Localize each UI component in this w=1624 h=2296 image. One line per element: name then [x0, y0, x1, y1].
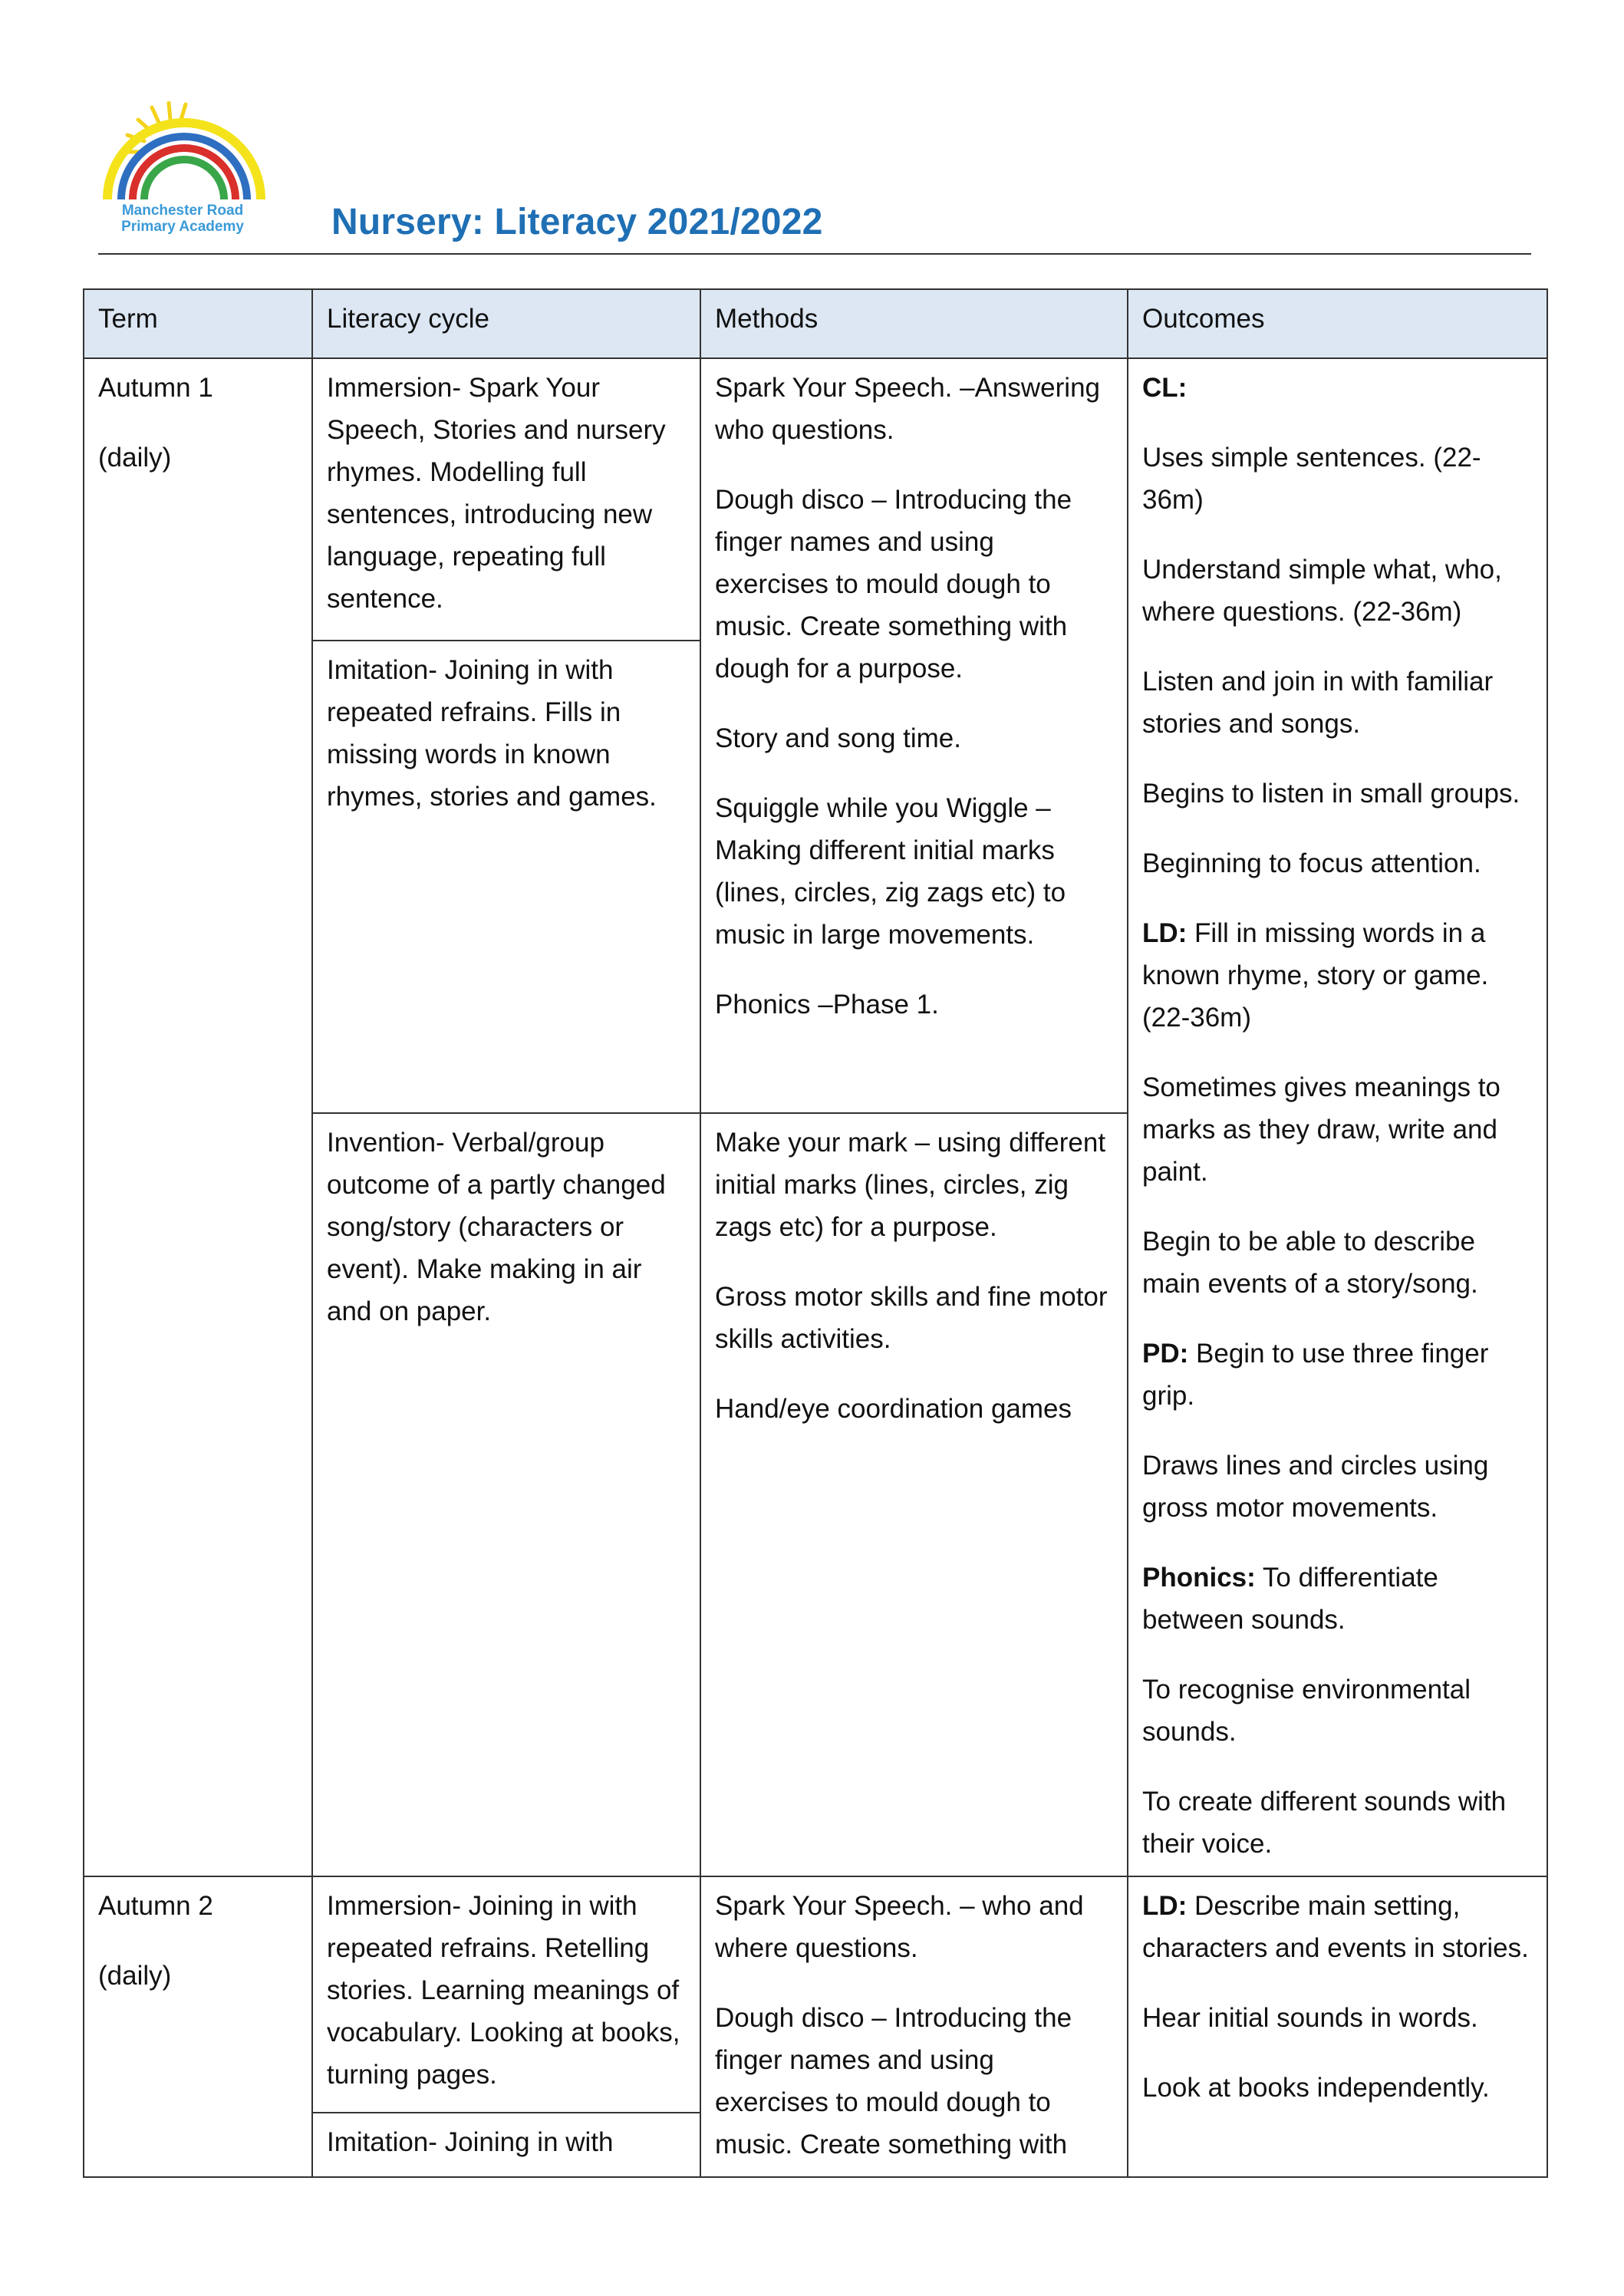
- outcome-text: Begin to use three finger grip.: [1142, 1339, 1489, 1411]
- outcome-item: Draws lines and circles using gross motor movements.: [1142, 1451, 1489, 1523]
- cycle-imitation: Imitation- Joining in with: [312, 2113, 700, 2177]
- outcome-item: To create different sounds with their voice.: [1142, 1787, 1507, 1859]
- method-item: Phonics –Phase 1.: [715, 990, 939, 1020]
- outcome-label-cl: CL:: [1142, 373, 1188, 403]
- outcome-item: Look at books independently.: [1142, 2073, 1490, 2103]
- cycle-immersion: Immersion- Joining in with repeated refrains. Retelling stories. Learning meanings of vocabulary. Looking at books, turning pages.: [312, 1876, 700, 2113]
- table-row: [84, 1876, 1547, 2113]
- method-item: Hand/eye coordination games: [715, 1394, 1072, 1425]
- rainbow-sun-icon: [98, 101, 267, 205]
- term-name: Autumn 2: [98, 1891, 213, 1921]
- column-header-methods: Methods: [700, 289, 1128, 358]
- outcome-item: To recognise environmental sounds.: [1142, 1675, 1471, 1747]
- outcome-item: Uses simple sentences. (22-36m): [1142, 443, 1481, 515]
- methods-cell: [700, 1113, 1128, 1876]
- column-header-literacy-cycle: Literacy cycle: [312, 289, 700, 358]
- term-cell-autumn-2: [84, 1876, 312, 2177]
- column-header-term: Term: [84, 289, 312, 358]
- method-item: Story and song time.: [715, 723, 961, 753]
- page-title: Nursery: Literacy 2021/2022: [331, 202, 823, 242]
- methods-cell: [700, 358, 1128, 1113]
- outcome-item: Listen and join in with familiar stories and songs.: [1142, 667, 1494, 739]
- method-item: Dough disco – Introducing the finger names and using exercises to mould dough to music. Create something with dough for a purpose.: [715, 485, 1072, 684]
- outcome-item: Hear initial sounds in words.: [1142, 2003, 1478, 2033]
- school-logo: [98, 101, 267, 239]
- outcome-item: Sometimes gives meanings to marks as they draw, write and paint.: [1142, 1072, 1500, 1187]
- logo-text: [98, 203, 267, 235]
- outcome-item: [1142, 1332, 1533, 1417]
- outcome-item: [1142, 912, 1533, 1039]
- literacy-plan-table: [83, 288, 1548, 2178]
- outcome-item: [1142, 1556, 1533, 1641]
- outcome-item: Begin to be able to describe main events of a story/song.: [1142, 1227, 1478, 1299]
- method-item: Make your mark – using different initial marks (lines, circles, zig zags etc) for a purpose.: [715, 1128, 1106, 1243]
- method-item: Spark Your Speech. – who and where questions.: [715, 1891, 1084, 1963]
- outcome-item: [1142, 1885, 1533, 1969]
- title-divider: [98, 253, 1531, 255]
- methods-cell: [700, 1876, 1128, 2177]
- outcome-item: Begins to listen in small groups.: [1142, 779, 1520, 809]
- term-cell-autumn-1: [84, 358, 312, 1876]
- logo-line-1: Manchester Road: [121, 203, 244, 219]
- outcomes-cell: [1128, 358, 1547, 1876]
- outcome-label-pd: PD:: [1142, 1339, 1189, 1369]
- logo-line-2: Primary Academy: [121, 219, 244, 235]
- cycle-invention: Invention- Verbal/group outcome of a partly changed song/story (characters or event). Make making in air and on paper.: [312, 1113, 700, 1876]
- cycle-immersion: Immersion- Spark Your Speech, Stories and nursery rhymes. Modelling full sentences, introducing new language, repeating full sentence.: [312, 358, 700, 641]
- method-item: Dough disco – Introducing the finger names and using exercises to mould dough to music. Create something with: [715, 2003, 1072, 2159]
- outcome-text: Fill in missing words in a known rhyme, story or game. (22-36m): [1142, 918, 1489, 1033]
- column-header-outcomes: Outcomes: [1128, 289, 1547, 358]
- outcome-label-phonics: Phonics:: [1142, 1563, 1256, 1593]
- table-header-row: [84, 289, 1547, 358]
- outcome-label-ld: LD:: [1142, 918, 1188, 948]
- method-item: Gross motor skills and fine motor skills activities.: [715, 1282, 1108, 1355]
- outcome-text: To differentiate between sounds.: [1142, 1563, 1438, 1635]
- term-name: Autumn 1: [98, 373, 213, 403]
- cycle-imitation: Imitation- Joining in with repeated refrains. Fills in missing words in known rhymes, stories and games.: [312, 641, 700, 1113]
- outcome-item: Understand simple what, who, where questions. (22-36m): [1142, 555, 1502, 627]
- outcome-item: Beginning to focus attention.: [1142, 848, 1481, 878]
- method-item: Squiggle while you Wiggle – Making different initial marks (lines, circles, zig zags etc) to music in large movements.: [715, 793, 1066, 950]
- outcome-text: Describe main setting, characters and events in stories.: [1142, 1891, 1529, 1963]
- table-row: [84, 358, 1547, 641]
- term-frequency: (daily): [98, 443, 172, 473]
- outcomes-cell: [1128, 1876, 1547, 2177]
- term-frequency: (daily): [98, 1961, 172, 1991]
- method-item: Spark Your Speech. –Answering who questions.: [715, 373, 1100, 445]
- outcome-label-ld: LD:: [1142, 1891, 1188, 1921]
